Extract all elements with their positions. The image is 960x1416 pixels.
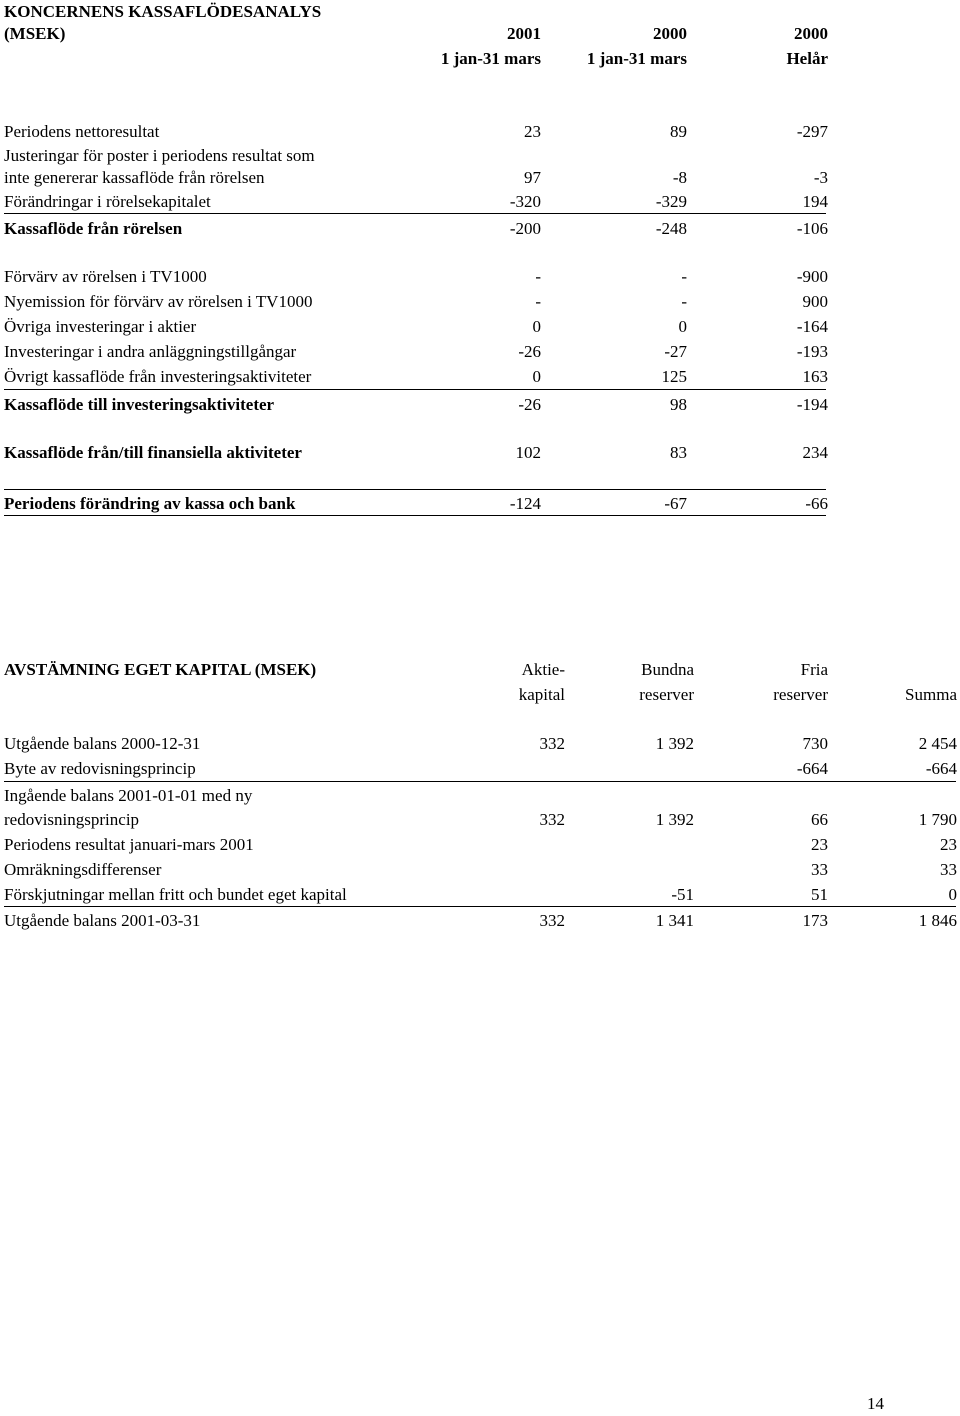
row-label: Förskjutningar mellan fritt och bundet eget kapital — [4, 885, 347, 904]
row-label: Övrigt kassaflöde från investeringsaktiviteter — [4, 367, 312, 386]
cell-value: 1 341 — [655, 911, 694, 930]
table-row — [4, 909, 956, 933]
cashflow-header-row-1 — [4, 22, 956, 46]
table-row — [4, 757, 956, 781]
cell-value: 97 — [524, 168, 541, 187]
cell-value: 0 — [948, 885, 957, 904]
col-2000-q1-period: 1 jan-31 mars — [586, 49, 687, 68]
row-label: Förändringar i rörelsekapitalet — [4, 192, 211, 211]
row-label: Byte av redovisningsprincip — [4, 759, 196, 778]
cell-value: -248 — [655, 219, 687, 238]
subtotal-rule — [4, 906, 956, 907]
cell-value: 33 — [940, 860, 957, 879]
table-row — [4, 365, 956, 389]
cell-value: -664 — [796, 759, 828, 778]
table-row — [4, 144, 956, 168]
cell-value: 194 — [802, 192, 828, 211]
cell-value: 900 — [802, 292, 828, 311]
table-row — [4, 315, 956, 339]
cashflow-title-row — [4, 0, 956, 24]
cell-value: -320 — [509, 192, 541, 211]
cell-value: 2 454 — [918, 734, 957, 753]
total-rule-top — [4, 489, 826, 490]
cell-value: 332 — [539, 734, 565, 753]
table-row — [4, 120, 956, 144]
cell-value: 125 — [661, 367, 687, 386]
table-row — [4, 166, 956, 190]
cell-value: 163 — [802, 367, 828, 386]
row-label: Kassaflöde från/till finansiella aktiviteter — [4, 443, 302, 462]
equity-header-row-2 — [4, 683, 956, 707]
cell-value: 0 — [678, 317, 687, 336]
cell-value: 23 — [811, 835, 828, 854]
table-row — [4, 441, 956, 465]
cashflow-header-row-2 — [4, 47, 956, 71]
row-label: Övriga investeringar i aktier — [4, 317, 197, 336]
table-row — [4, 190, 956, 214]
subtotal-rule — [4, 781, 956, 782]
table-row — [4, 217, 956, 241]
col-2000-full-period: Helår — [786, 49, 828, 68]
table-row — [4, 340, 956, 364]
equity-header-row-1 — [4, 658, 956, 682]
subtotal-rule — [4, 389, 826, 390]
cell-value: 33 — [811, 860, 828, 879]
col-2001-period: 1 jan-31 mars — [440, 49, 541, 68]
col-2001-year: 2001 — [507, 24, 541, 43]
cell-value: -3 — [813, 168, 828, 187]
row-label: Justeringar för poster i periodens resultat som — [4, 146, 315, 165]
cell-value: 1 790 — [918, 810, 957, 829]
cashflow-unit: (MSEK) — [4, 24, 66, 43]
row-label: Kassaflöde till investeringsaktiviteter — [4, 395, 275, 414]
cell-value: -67 — [664, 494, 687, 513]
cell-value: 1 846 — [918, 911, 957, 930]
cell-value: 730 — [802, 734, 828, 753]
col-header: Aktie- — [521, 660, 565, 679]
cell-value: -8 — [672, 168, 687, 187]
table-row — [4, 393, 956, 417]
equity-title: AVSTÄMNING EGET KAPITAL (MSEK) — [4, 660, 317, 679]
cell-value: 89 — [670, 122, 687, 141]
cell-value: -297 — [796, 122, 828, 141]
row-label: redovisningsprincip — [4, 810, 140, 829]
cell-value: 1 392 — [655, 734, 694, 753]
cell-value: -193 — [796, 342, 828, 361]
cell-value: 1 392 — [655, 810, 694, 829]
row-label: inte genererar kassaflöde från rörelsen — [4, 168, 265, 187]
row-label: Utgående balans 2000-12-31 — [4, 734, 201, 753]
cell-value: - — [535, 292, 541, 311]
cell-value: -900 — [796, 267, 828, 286]
cell-value: -106 — [796, 219, 828, 238]
table-row — [4, 265, 956, 289]
table-row — [4, 492, 956, 516]
cell-value: - — [681, 292, 687, 311]
col-header: kapital — [518, 685, 565, 704]
cell-value: 173 — [802, 911, 828, 930]
table-row — [4, 290, 956, 314]
cell-value: 23 — [524, 122, 541, 141]
col-header: reserver — [639, 685, 694, 704]
cell-value: -124 — [509, 494, 541, 513]
cell-value: 234 — [802, 443, 828, 462]
row-label: Nyemission för förvärv av rörelsen i TV1000 — [4, 292, 313, 311]
cell-value: - — [681, 267, 687, 286]
cell-value: 332 — [539, 911, 565, 930]
cell-value: -200 — [509, 219, 541, 238]
col-2000-q1-year: 2000 — [653, 24, 687, 43]
row-label: Periodens resultat januari-mars 2001 — [4, 835, 254, 854]
cell-value: 332 — [539, 810, 565, 829]
row-label: Omräkningsdifferenser — [4, 860, 162, 879]
row-label: Ingående balans 2001-01-01 med ny — [4, 786, 253, 805]
cell-value: 66 — [811, 810, 828, 829]
cashflow-title: KONCERNENS KASSAFLÖDESANALYS — [4, 2, 322, 21]
total-rule-bottom — [4, 515, 826, 516]
col-header: Bundna — [641, 660, 694, 679]
row-label: Periodens nettoresultat — [4, 122, 160, 141]
cell-value: 98 — [670, 395, 687, 414]
table-row — [4, 784, 956, 808]
cell-value: -27 — [664, 342, 687, 361]
subtotal-rule — [4, 213, 826, 214]
row-label: Förvärv av rörelsen i TV1000 — [4, 267, 207, 286]
cell-value: -66 — [805, 494, 828, 513]
cell-value: -329 — [655, 192, 687, 211]
cell-value: -664 — [925, 759, 957, 778]
row-label: Utgående balans 2001-03-31 — [4, 911, 201, 930]
table-row — [4, 833, 956, 857]
table-row — [4, 732, 956, 756]
table-row — [4, 883, 956, 907]
row-label: Periodens förändring av kassa och bank — [4, 494, 296, 513]
cell-value: 0 — [532, 317, 541, 336]
cell-value: 102 — [515, 443, 541, 462]
cell-value: 23 — [940, 835, 957, 854]
cell-value: 51 — [811, 885, 828, 904]
col-header: Fria — [800, 660, 828, 679]
table-row — [4, 808, 956, 832]
cell-value: -26 — [518, 342, 541, 361]
page-number: 14 — [867, 1394, 884, 1413]
col-2000-full-year: 2000 — [794, 24, 828, 43]
col-header: reserver — [773, 685, 828, 704]
cell-value: -51 — [671, 885, 694, 904]
col-header: Summa — [905, 685, 957, 704]
cell-value: -194 — [796, 395, 828, 414]
cell-value: - — [535, 267, 541, 286]
cell-value: -26 — [518, 395, 541, 414]
row-label: Investeringar i andra anläggningstillgångar — [4, 342, 297, 361]
row-label: Kassaflöde från rörelsen — [4, 219, 183, 238]
cell-value: 0 — [532, 367, 541, 386]
table-row — [4, 858, 956, 882]
cell-value: 83 — [670, 443, 687, 462]
cell-value: -164 — [796, 317, 828, 336]
